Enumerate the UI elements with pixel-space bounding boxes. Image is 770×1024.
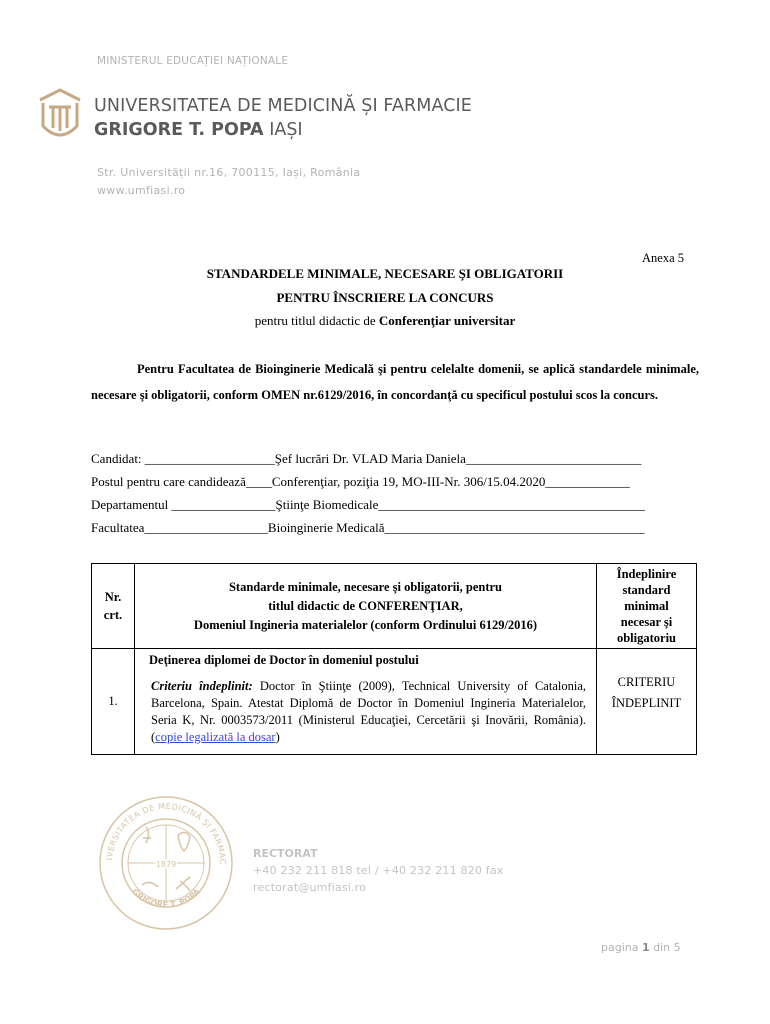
- page-number-current: 1: [641, 941, 650, 954]
- university-subname: [94, 120, 303, 140]
- ministry-label: MINISTERUL EDUCAȚIEI NAȚIONALE: [97, 55, 289, 67]
- header-fulfillment: [597, 564, 697, 649]
- criterion-close: ): [275, 730, 280, 744]
- university-logo: [36, 86, 84, 149]
- header-fulfillment-line2: standard: [622, 583, 671, 597]
- header-standards-line3: Domeniul Ingineria materialelor (conform Ordinului 6129/2016): [193, 617, 538, 632]
- seal-emblem-icon: [96, 793, 236, 933]
- header-fulfillment-line5: obligatoriu: [616, 631, 677, 645]
- seal-year: 1879: [155, 860, 177, 869]
- header-nr-crt: [92, 564, 135, 649]
- legalized-copy-link[interactable]: copie legalizată la dosar: [155, 730, 276, 744]
- header-standards-line2: titlul didactic de CONFERENŢIAR,: [268, 598, 463, 613]
- rectorat-email[interactable]: rectorat@umfiasi.ro: [253, 881, 367, 894]
- university-address-block: [97, 164, 360, 200]
- criterion-text: Doctor în Ştiinţe (2009), Technical University of Catalonia, Barcelona, Spain. Atestat Diplomă de Doctor în Domeniul Ingineria Materialelor, Seria K, Nr. 0003573/2011 (Ministerul Educaţiei, Cercetării şi Inovării, România). (: [151, 679, 586, 744]
- svg-text:UNIVERSITATEA DE MEDICINĂ ŞI F: [96, 793, 227, 865]
- header-standards: [135, 564, 597, 649]
- intro-paragraph-text: Pentru Facultatea de Bioinginerie Medicală şi pentru celelalte domenii, se aplică standardele minimale, necesare şi obligatorii, conform OMEN nr.6129/2016, în concordanţă cu specificul postului scos la concurs.: [91, 362, 699, 402]
- criterion-status: [597, 649, 697, 755]
- criterion-status-line2: ÎNDEPLINIT: [611, 696, 682, 710]
- header-fulfillment-line4: necesar şi: [620, 615, 673, 629]
- rectorat-phone: +40 232 211 818 tel / +40 232 211 820 fax: [253, 864, 504, 877]
- criterion-status-line1: CRITERIU: [617, 675, 676, 689]
- post-field: Postul pentru care candidează____Conferenţiar, poziţia 19, MO-III-Nr. 306/15.04.2020_____________: [91, 474, 630, 489]
- university-name: UNIVERSITATEA DE MEDICINĂ ȘI FARMACIE: [94, 96, 472, 116]
- criterion-label: Criteriu îndeplinit:: [151, 679, 253, 693]
- seal-bottom-text: GRIGORE T. POPA: [130, 887, 202, 910]
- page-number: [601, 941, 681, 954]
- document-position-line: [0, 313, 770, 329]
- annex-label: Anexa 5: [642, 251, 684, 265]
- university-subname-bold: GRIGORE T. POPA: [94, 120, 264, 140]
- document-subtitle: PENTRU ÎNSCRIERE LA CONCURS: [276, 290, 494, 305]
- table-row: [92, 649, 697, 755]
- seal-top-text: IVERSITATEA DE MEDICINĂ ŞI FARMAC: [105, 801, 228, 865]
- faculty-field: Facultatea___________________Bioinginerie Medicală________________________________________: [91, 520, 645, 535]
- standards-table: [91, 563, 697, 755]
- page-number-prefix: pagina: [601, 941, 642, 954]
- criterion-heading: Deţinerea diplomei de Doctor în domeniul postului: [149, 653, 419, 667]
- criterion-description: [135, 672, 596, 754]
- logo-emblem-icon: [36, 86, 84, 144]
- university-address: Str. Universității nr.16, 700115, Iași, România: [97, 166, 361, 179]
- page-number-suffix: din 5: [649, 941, 681, 954]
- header-standards-line1: Standarde minimale, necesare şi obligatorii, pentru: [228, 579, 503, 594]
- header-fulfillment-line3: minimal: [624, 599, 669, 613]
- header-nr: Nr.: [104, 590, 122, 604]
- row-criterion-cell: [135, 649, 597, 755]
- intro-paragraph: [91, 356, 699, 408]
- header-crt: crt.: [103, 608, 123, 622]
- candidate-field: Candidat: ____________________Şef lucrări Dr. VLAD Maria Daniela___________________________: [91, 451, 642, 466]
- document-title: STANDARDELE MINIMALE, NECESARE ŞI OBLIGATORII: [206, 266, 564, 281]
- position-title: Conferenţiar universitar: [378, 313, 516, 328]
- header-fulfillment-line1: Îndeplinire: [616, 567, 677, 581]
- university-website[interactable]: www.umfiasi.ro: [97, 184, 186, 197]
- department-field: Departamentul ________________Ştiinţe Biomedicale_________________________________________: [91, 497, 645, 512]
- university-city: IAȘI: [269, 120, 303, 140]
- row-number: 1.: [92, 649, 135, 755]
- position-prefix: pentru titlul didactic de: [254, 313, 379, 328]
- university-seal: [96, 793, 236, 938]
- rectorat-label: RECTORAT: [253, 847, 318, 860]
- table-header-row: [92, 564, 697, 649]
